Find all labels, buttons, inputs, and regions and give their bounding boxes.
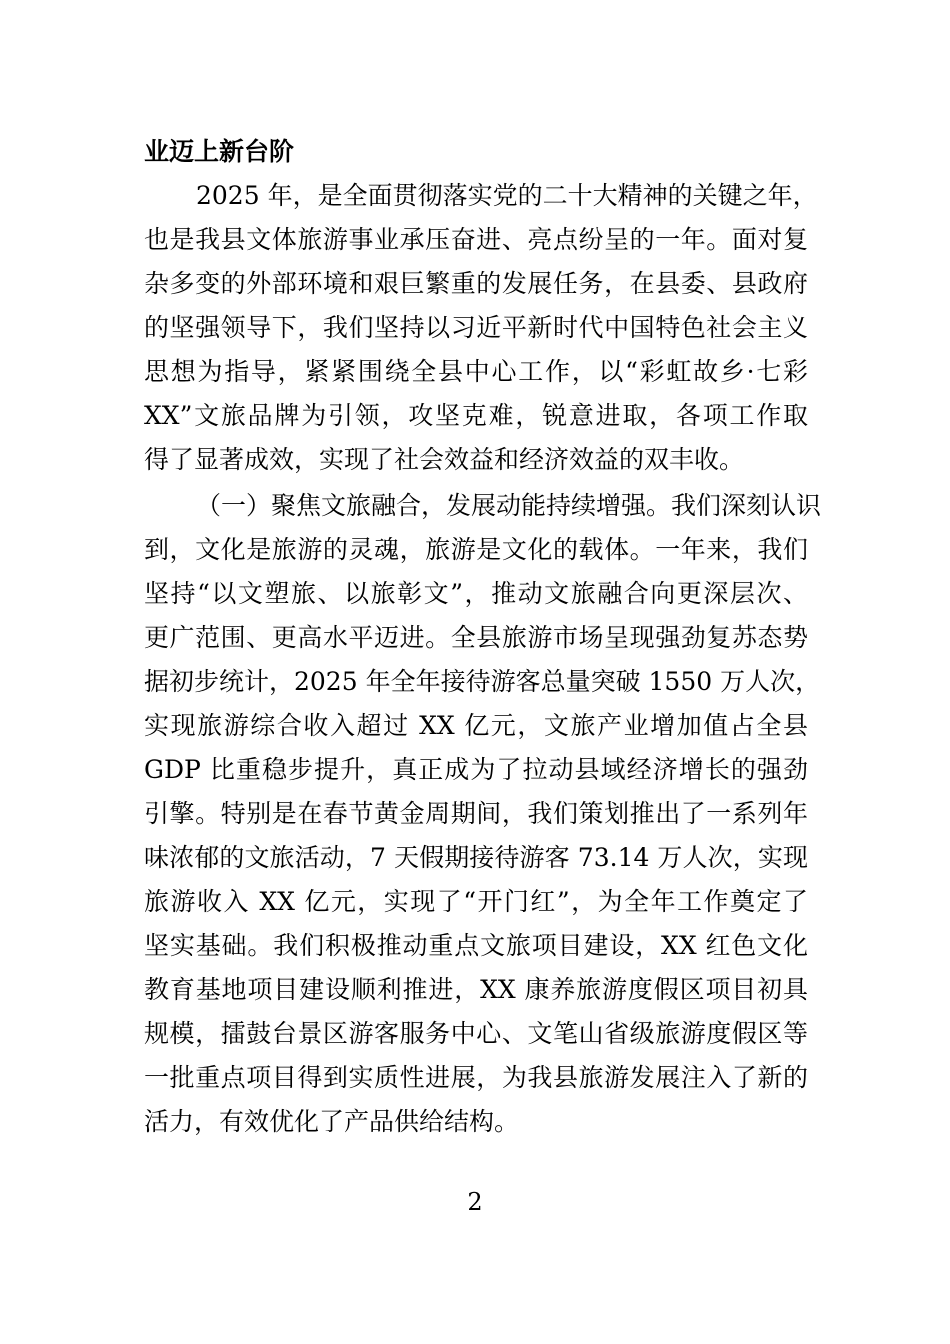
paragraph-1-line-7: 得了显著成效，实现了社会效益和经济效益的双丰收。 xyxy=(144,445,745,474)
paragraph-2-line-2: 到，文化是旅游的灵魂，旅游是文化的载体。一年来，我们 xyxy=(144,535,808,564)
section-heading-continuation: 业迈上新台阶 xyxy=(144,137,295,166)
paragraph-1-line-5: 思想为指导，紧紧围绕全县中心工作，以“彩虹故乡·七彩 xyxy=(144,357,808,386)
paragraph-2-line-9: 味浓郁的文旅活动，7 天假期接待游客 73.14 万人次，实现 xyxy=(144,843,808,872)
paragraph-2-line-14: 一批重点项目得到实质性进展，为我县旅游发展注入了新的 xyxy=(144,1063,808,1092)
paragraph-1-line-3: 杂多变的外部环境和艰巨繁重的发展任务，在县委、县政府 xyxy=(144,269,808,298)
paragraph-2-line-10: 旅游收入 XX 亿元，实现了“开门红”，为全年工作奠定了 xyxy=(144,887,808,916)
paragraph-2-line-12: 教育基地项目建设顺利推进，XX 康养旅游度假区项目初具 xyxy=(144,975,808,1004)
paragraph-1-line-1: 2025 年，是全面贯彻落实党的二十大精神的关键之年， xyxy=(196,181,818,210)
paragraph-1-line-4: 的坚强领导下，我们坚持以习近平新时代中国特色社会主义 xyxy=(144,313,808,342)
paragraph-2-line-4: 更广范围、更高水平迈进。全县旅游市场呈现强劲复苏态势 xyxy=(144,623,808,652)
paragraph-2-line-3: 坚持“以文塑旅、以旅彰文”，推动文旅融合向更深层次、 xyxy=(144,579,808,608)
paragraph-2-line-13: 规模，擂鼓台景区游客服务中心、文笔山省级旅游度假区等 xyxy=(144,1019,808,1048)
paragraph-2-line-5: 据初步统计，2025 年全年接待游客总量突破 1550 万人次， xyxy=(144,667,821,696)
page-number: 2 xyxy=(467,1188,483,1216)
paragraph-2-line-15: 活力，有效优化了产品供给结构。 xyxy=(144,1107,520,1136)
paragraph-1-line-2: 也是我县文体旅游事业承压奋进、亮点纷呈的一年。面对复 xyxy=(144,225,808,254)
paragraph-2-line-11: 坚实基础。我们积极推动重点文旅项目建设，XX 红色文化 xyxy=(144,931,808,960)
paragraph-2-line-7: GDP 比重稳步提升，真正成为了拉动县域经济增长的强劲 xyxy=(144,755,808,784)
paragraph-2-line-8: 引擎。特别是在春节黄金周期间，我们策划推出了一系列年 xyxy=(144,799,808,828)
paragraph-2-line-1: （一）聚焦文旅融合，发展动能持续增强。我们深刻认识 xyxy=(196,491,822,520)
paragraph-2-line-6: 实现旅游综合收入超过 XX 亿元，文旅产业增加值占全县 xyxy=(144,711,808,740)
paragraph-1-line-6: XX”文旅品牌为引领，攻坚克难，锐意进取，各项工作取 xyxy=(144,401,808,430)
